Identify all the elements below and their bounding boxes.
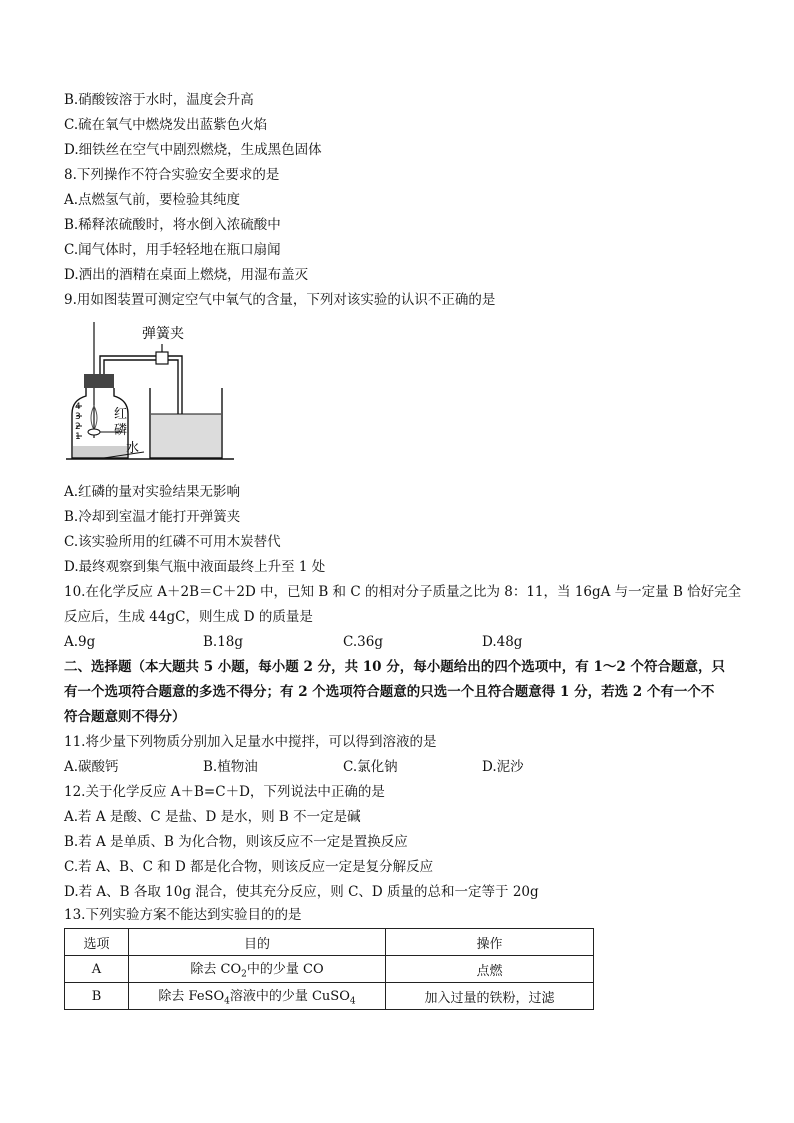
row-b-option: B: [65, 983, 129, 1010]
spring-clip: [156, 352, 168, 364]
scale-4: 4: [75, 402, 81, 412]
q9-option-d: D.最终观察到集气瓶中液面最终上升至 1 处: [64, 559, 326, 575]
q11-option-b: B.植物油: [203, 759, 258, 775]
scale-3: 3: [75, 412, 81, 422]
row-b-purpose: 除去 FeSO$_4$溶液中的少量 CuSO$_4$: [129, 983, 386, 1010]
q9-option-b: B.冷却到室温才能打开弹簧夹: [64, 509, 241, 525]
q10-option-b: B.18g: [203, 634, 244, 650]
oxygen-measurement-apparatus: [64, 318, 236, 466]
q10-option-a: A.9g: [64, 634, 96, 650]
beaker-water: [151, 414, 221, 457]
header-purpose: 目的: [129, 929, 386, 956]
row-a-option: A: [65, 956, 129, 983]
header-option: 选项: [65, 929, 129, 956]
q11-options: [64, 758, 664, 776]
table-row: [65, 956, 594, 983]
phosphorus-label-1: 红: [114, 407, 128, 422]
combustion-spoon: [88, 429, 100, 435]
q12-option-a: A.若 A 是酸、C 是盐、D 是水，则 B 不一定是碱: [64, 809, 361, 825]
q10-option-d: D.48g: [482, 634, 523, 650]
q9-stem: 9.用如图装置可测定空气中氧气的含量，下列对该实验的认识不正确的是: [64, 292, 496, 308]
q7-option-c: C.硫在氧气中燃烧发出蓝紫色火焰: [64, 117, 268, 133]
q7-option-d: D.细铁丝在空气中剧烈燃烧，生成黑色固体: [64, 142, 322, 158]
q13-table: [64, 928, 594, 1010]
q10-stem-line2: 反应后，生成 44gC，则生成 D 的质量是: [64, 609, 313, 625]
table-row: [65, 983, 594, 1010]
q12-option-d: D.若 A、B 各取 10g 混合，使其充分反应，则 C、D 质量的总和一定等于 20g: [64, 884, 539, 900]
q12-stem: 12.关于化学反应 A＋B=C＋D，下列说法中正确的是: [64, 784, 385, 800]
section2-heading-line2: 有一个选项符合题意的多选不得分；有 2 个选项符合题意的只选一个且符合题意得 1 分，若选 2 个有一个不: [64, 684, 715, 700]
q11-option-c: C.氯化钠: [343, 759, 398, 775]
q8-option-d: D.洒出的酒精在桌面上燃烧，用湿布盖灭: [64, 267, 309, 283]
row-a-operation: 点燃: [386, 956, 594, 983]
q10-stem-line1: 10.在化学反应 A＋2B＝C＋2D 中，已知 B 和 C 的相对分子质量之比为 8：11，当 16gA 与一定量 B 恰好完全: [64, 584, 742, 600]
section2-heading-line1: 二、选择题（本大题共 5 小题，每小题 2 分，共 10 分，每小题给出的四个选项中，有 1～2 个符合题意，只: [64, 659, 725, 675]
q8-stem: 8.下列操作不符合实验安全要求的是: [64, 167, 280, 183]
row-a-purpose: 除去 $CO_2$中的少量 CO: [129, 956, 386, 983]
header-operation: 操作: [386, 929, 594, 956]
q12-option-b: B.若 A 是单质、B 为化合物，则该反应不一定是置换反应: [64, 834, 408, 850]
q8-option-c: C.闻气体时，用手轻轻地在瓶口扇闻: [64, 242, 281, 258]
scale-1: 1: [75, 432, 81, 442]
q8-option-b: B.稀释浓硫酸时，将水倒入浓硫酸中: [64, 217, 281, 233]
q10-options: [64, 633, 664, 651]
row-b-operation: 加入过量的铁粉，过滤: [386, 983, 594, 1010]
q10-option-c: C.36g: [343, 634, 383, 650]
rubber-stopper: [84, 374, 114, 388]
water-label: 水: [126, 441, 140, 456]
q11-option-d: D.泥沙: [482, 759, 524, 775]
apparatus-figure: [64, 318, 236, 466]
section2-heading-line3: 符合题意则不得分）: [64, 709, 186, 725]
q7-option-b: B.硝酸铵溶于水时，温度会升高: [64, 92, 254, 108]
scale-2: 2: [75, 422, 81, 432]
q13-stem: 13.下列实验方案不能达到实验目的的是: [64, 907, 302, 923]
q8-option-a: A.点燃氢气前，要检验其纯度: [64, 192, 241, 208]
q12-option-c: C.若 A、B、C 和 D 都是化合物，则该反应一定是复分解反应: [64, 859, 434, 875]
clip-label: 弹簧夹: [142, 326, 184, 342]
q9-option-a: A.红磷的量对实验结果无影响: [64, 484, 241, 500]
q11-option-a: A.碳酸钙: [64, 759, 119, 775]
phosphorus-label-2: 磷: [114, 423, 128, 438]
q9-option-c: C.该实验所用的红磷不可用木炭替代: [64, 534, 281, 550]
table-header-row: [65, 929, 594, 956]
q11-stem: 11.将少量下列物质分别加入足量水中搅拌，可以得到溶液的是: [64, 734, 437, 750]
